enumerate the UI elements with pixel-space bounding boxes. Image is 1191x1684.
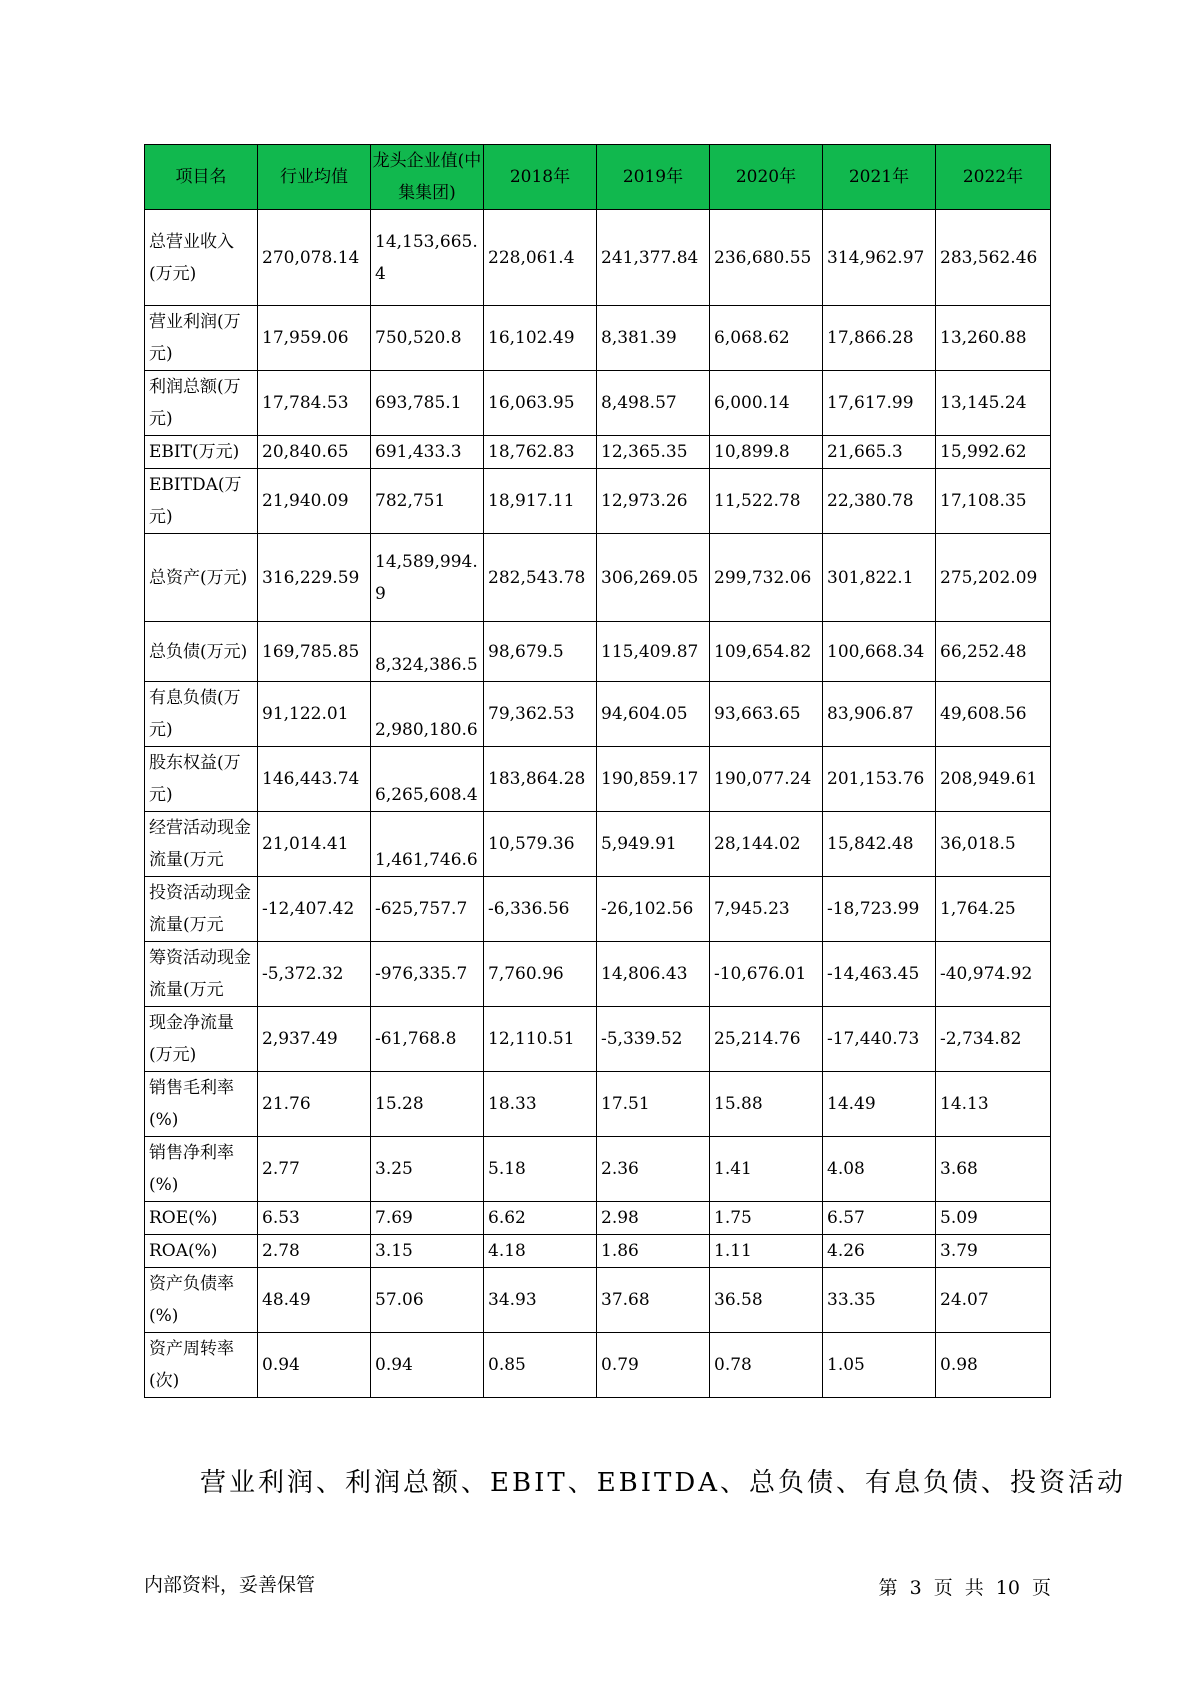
row-label: ROE(%)	[145, 1202, 258, 1235]
table-cell: 1.41	[710, 1137, 823, 1202]
table-cell: 2,980,180.6	[371, 682, 484, 747]
table-cell: 12,110.51	[484, 1007, 597, 1072]
table-cell: 3.25	[371, 1137, 484, 1202]
table-row	[145, 1007, 1051, 1072]
table-cell: 12,973.26	[597, 469, 710, 534]
table-cell: 3.68	[936, 1137, 1051, 1202]
table-cell: 16,063.95	[484, 371, 597, 436]
table-cell: 190,859.17	[597, 747, 710, 812]
table-cell: 6.62	[484, 1202, 597, 1235]
table-cell: 21,014.41	[258, 812, 371, 877]
table-cell: 57.06	[371, 1268, 484, 1333]
table-row	[145, 622, 1051, 682]
table-cell: 4.08	[823, 1137, 936, 1202]
row-label: 利润总额(万元)	[145, 371, 258, 436]
table-row	[145, 210, 1051, 306]
table-cell: 6.53	[258, 1202, 371, 1235]
table-cell: 1.86	[597, 1235, 710, 1268]
header-cell-2020: 2020年	[710, 145, 823, 210]
table-cell: 14.49	[823, 1072, 936, 1137]
financial-table	[144, 144, 1051, 1398]
table-cell: 15,842.48	[823, 812, 936, 877]
table-cell: 0.98	[936, 1333, 1051, 1398]
table-row	[145, 1137, 1051, 1202]
row-label: 营业利润(万元)	[145, 306, 258, 371]
table-cell: 2.98	[597, 1202, 710, 1235]
table-cell: 208,949.61	[936, 747, 1051, 812]
table-cell: 49,608.56	[936, 682, 1051, 747]
table-row	[145, 877, 1051, 942]
table-cell: 17.51	[597, 1072, 710, 1137]
table-cell: 100,668.34	[823, 622, 936, 682]
table-cell: 79,362.53	[484, 682, 597, 747]
table-cell: 3.15	[371, 1235, 484, 1268]
table-row	[145, 1268, 1051, 1333]
table-cell: -40,974.92	[936, 942, 1051, 1007]
table-cell: 0.94	[258, 1333, 371, 1398]
table-cell: 275,202.09	[936, 534, 1051, 622]
table-cell: 17,108.35	[936, 469, 1051, 534]
table-cell: 15.88	[710, 1072, 823, 1137]
table-cell: 7.69	[371, 1202, 484, 1235]
table-cell: 10,579.36	[484, 812, 597, 877]
table-cell: 48.49	[258, 1268, 371, 1333]
table-row	[145, 1202, 1051, 1235]
table-cell: 91,122.01	[258, 682, 371, 747]
table-cell: 25,214.76	[710, 1007, 823, 1072]
header-cell-2022: 2022年	[936, 145, 1051, 210]
table-row	[145, 942, 1051, 1007]
table-cell: 1.11	[710, 1235, 823, 1268]
table-cell: 5.09	[936, 1202, 1051, 1235]
table-cell: 0.79	[597, 1333, 710, 1398]
table-row	[145, 1072, 1051, 1137]
table-cell: 28,144.02	[710, 812, 823, 877]
table-cell: 6,265,608.4	[371, 747, 484, 812]
table-row	[145, 1333, 1051, 1398]
table-cell: -5,339.52	[597, 1007, 710, 1072]
table-cell: 17,866.28	[823, 306, 936, 371]
table-cell: 83,906.87	[823, 682, 936, 747]
header-cell-2021: 2021年	[823, 145, 936, 210]
table-cell: 94,604.05	[597, 682, 710, 747]
table-cell: 183,864.28	[484, 747, 597, 812]
row-label: 投资活动现金流量(万元	[145, 877, 258, 942]
row-label: 有息负债(万元)	[145, 682, 258, 747]
table-cell: 1,764.25	[936, 877, 1051, 942]
table-cell: -18,723.99	[823, 877, 936, 942]
table-cell: 6,068.62	[710, 306, 823, 371]
table-cell: -10,676.01	[710, 942, 823, 1007]
table-cell: 2.77	[258, 1137, 371, 1202]
header-cell-2018: 2018年	[484, 145, 597, 210]
table-cell: 146,443.74	[258, 747, 371, 812]
row-label: 经营活动现金流量(万元	[145, 812, 258, 877]
table-row	[145, 469, 1051, 534]
table-cell: 8,381.39	[597, 306, 710, 371]
row-label: 总营业收入(万元)	[145, 210, 258, 306]
table-cell: 2.78	[258, 1235, 371, 1268]
table-cell: 306,269.05	[597, 534, 710, 622]
row-label: 现金净流量(万元)	[145, 1007, 258, 1072]
table-cell: 7,945.23	[710, 877, 823, 942]
table-cell: 14,589,994.9	[371, 534, 484, 622]
table-cell: 12,365.35	[597, 436, 710, 469]
table-cell: 24.07	[936, 1268, 1051, 1333]
table-cell: 36,018.5	[936, 812, 1051, 877]
table-cell: 18,917.11	[484, 469, 597, 534]
row-label: 资产负债率(%)	[145, 1268, 258, 1333]
row-label: 总资产(万元)	[145, 534, 258, 622]
row-label: 资产周转率(次)	[145, 1333, 258, 1398]
table-cell: 4.26	[823, 1235, 936, 1268]
footer-confidential-note: 内部资料，妥善保管	[144, 1574, 316, 1596]
table-cell: 282,543.78	[484, 534, 597, 622]
table-cell: 21,665.3	[823, 436, 936, 469]
table-cell: 750,520.8	[371, 306, 484, 371]
table-cell: -26,102.56	[597, 877, 710, 942]
header-cell-2019: 2019年	[597, 145, 710, 210]
table-cell: 14.13	[936, 1072, 1051, 1137]
table-cell: 8,324,386.5	[371, 622, 484, 682]
table-cell: 4.18	[484, 1235, 597, 1268]
table-row	[145, 371, 1051, 436]
table-cell: -2,734.82	[936, 1007, 1051, 1072]
table-cell: 6.57	[823, 1202, 936, 1235]
table-row	[145, 682, 1051, 747]
table-cell: 241,377.84	[597, 210, 710, 306]
table-cell: 115,409.87	[597, 622, 710, 682]
row-label: 销售净利率(%)	[145, 1137, 258, 1202]
table-row	[145, 306, 1051, 371]
header-cell-industry-avg: 行业均值	[258, 145, 371, 210]
table-cell: 1.05	[823, 1333, 936, 1398]
table-cell: -5,372.32	[258, 942, 371, 1007]
table-cell: 17,784.53	[258, 371, 371, 436]
table-cell: 2,937.49	[258, 1007, 371, 1072]
table-cell: 37.68	[597, 1268, 710, 1333]
table-cell: 10,899.8	[710, 436, 823, 469]
table-cell: 0.78	[710, 1333, 823, 1398]
table-cell: -6,336.56	[484, 877, 597, 942]
table-cell: 7,760.96	[484, 942, 597, 1007]
row-label: EBIT(万元)	[145, 436, 258, 469]
table-cell: 3.79	[936, 1235, 1051, 1268]
table-row	[145, 1235, 1051, 1268]
table-cell: 190,077.24	[710, 747, 823, 812]
table-cell: 0.94	[371, 1333, 484, 1398]
table-cell: 98,679.5	[484, 622, 597, 682]
table-header-row	[145, 145, 1051, 210]
table-row	[145, 747, 1051, 812]
table-cell: -12,407.42	[258, 877, 371, 942]
table-cell: 782,751	[371, 469, 484, 534]
row-label: ROA(%)	[145, 1235, 258, 1268]
header-cell-leader: 龙头企业值(中集集团)	[371, 145, 484, 210]
table-cell: 283,562.46	[936, 210, 1051, 306]
table-cell: 201,153.76	[823, 747, 936, 812]
table-cell: 11,522.78	[710, 469, 823, 534]
table-row	[145, 436, 1051, 469]
table-cell: 14,153,665.4	[371, 210, 484, 306]
table-cell: 17,617.99	[823, 371, 936, 436]
table-cell: 13,260.88	[936, 306, 1051, 371]
table-cell: 17,959.06	[258, 306, 371, 371]
row-label: 销售毛利率(%)	[145, 1072, 258, 1137]
table-row	[145, 534, 1051, 622]
table-cell: 299,732.06	[710, 534, 823, 622]
table-cell: -14,463.45	[823, 942, 936, 1007]
table-row	[145, 812, 1051, 877]
row-label: 股东权益(万元)	[145, 747, 258, 812]
row-label: EBITDA(万元)	[145, 469, 258, 534]
table-cell: 109,654.82	[710, 622, 823, 682]
body-paragraph: 营业利润、利润总额、EBIT、EBITDA、总负债、有息负债、投资活动	[200, 1468, 1127, 1498]
table-cell: 36.58	[710, 1268, 823, 1333]
table-cell: 13,145.24	[936, 371, 1051, 436]
table-cell: 16,102.49	[484, 306, 597, 371]
table-cell: 93,663.65	[710, 682, 823, 747]
row-label: 总负债(万元)	[145, 622, 258, 682]
table-cell: 2.36	[597, 1137, 710, 1202]
table-cell: 1,461,746.6	[371, 812, 484, 877]
table-cell: 22,380.78	[823, 469, 936, 534]
table-cell: 18.33	[484, 1072, 597, 1137]
table-cell: 14,806.43	[597, 942, 710, 1007]
row-label: 筹资活动现金流量(万元	[145, 942, 258, 1007]
table-cell: -976,335.7	[371, 942, 484, 1007]
footer-page-number: 第 3 页 共 10 页	[878, 1577, 1051, 1599]
table-cell: 314,962.97	[823, 210, 936, 306]
table-cell: -61,768.8	[371, 1007, 484, 1072]
table-cell: 270,078.14	[258, 210, 371, 306]
table-cell: -17,440.73	[823, 1007, 936, 1072]
header-cell-item: 项目名	[145, 145, 258, 210]
table-cell: 34.93	[484, 1268, 597, 1333]
table-cell: 228,061.4	[484, 210, 597, 306]
table-cell: 66,252.48	[936, 622, 1051, 682]
table-cell: 6,000.14	[710, 371, 823, 436]
table-body	[145, 210, 1051, 1398]
table-cell: 33.35	[823, 1268, 936, 1333]
table-cell: 20,840.65	[258, 436, 371, 469]
table-cell: 316,229.59	[258, 534, 371, 622]
table-cell: 236,680.55	[710, 210, 823, 306]
table-cell: 301,822.1	[823, 534, 936, 622]
table-cell: 691,433.3	[371, 436, 484, 469]
table-cell: -625,757.7	[371, 877, 484, 942]
table-cell: 21,940.09	[258, 469, 371, 534]
table-cell: 169,785.85	[258, 622, 371, 682]
table-cell: 5,949.91	[597, 812, 710, 877]
table-cell: 8,498.57	[597, 371, 710, 436]
table-cell: 693,785.1	[371, 371, 484, 436]
table-cell: 5.18	[484, 1137, 597, 1202]
table-cell: 18,762.83	[484, 436, 597, 469]
table-cell: 0.85	[484, 1333, 597, 1398]
table-cell: 21.76	[258, 1072, 371, 1137]
table-cell: 15,992.62	[936, 436, 1051, 469]
table-cell: 15.28	[371, 1072, 484, 1137]
table-cell: 1.75	[710, 1202, 823, 1235]
